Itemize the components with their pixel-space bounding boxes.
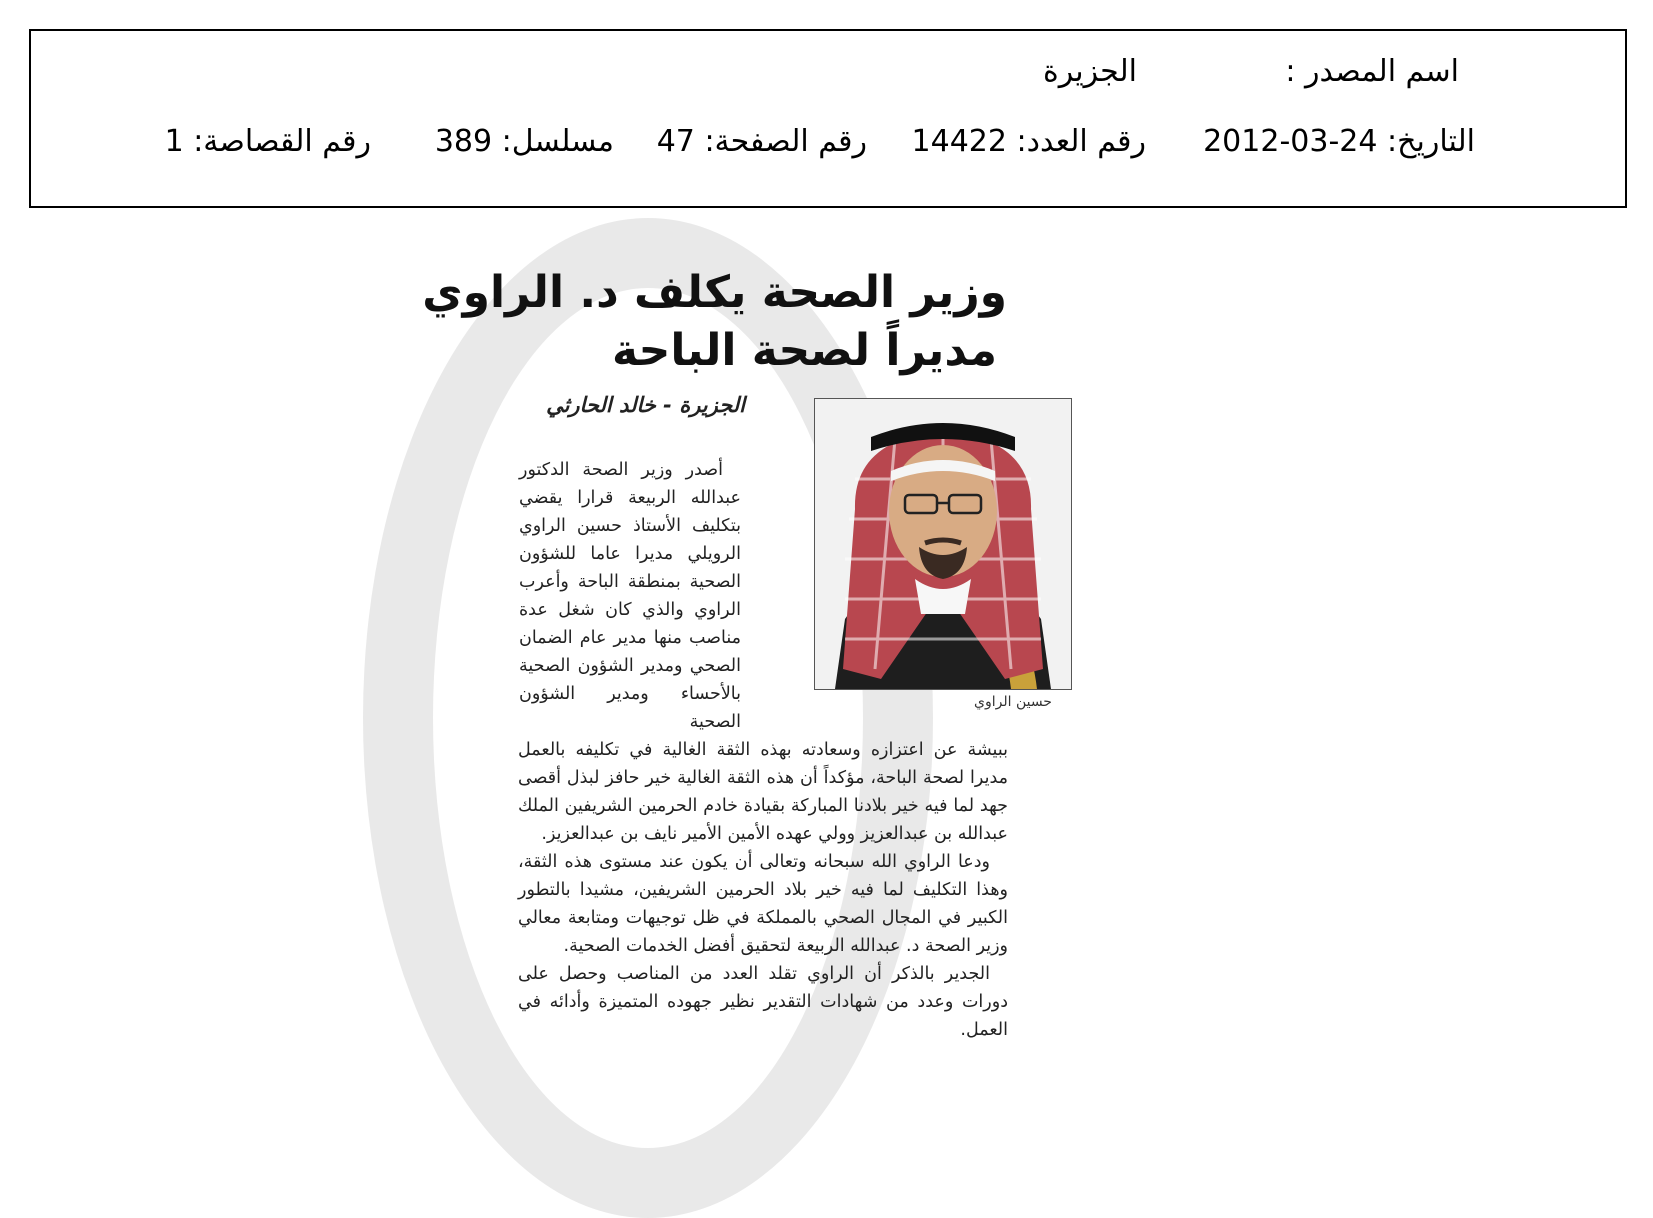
page-number-field: رقم الصفحة: 47 xyxy=(656,124,867,159)
headline-line-2: مديراً لصحة الباحة xyxy=(611,325,997,376)
body-paragraph-1: أصدر وزير الصحة الدكتور عبدالله الربيعة قرارا يقضي بتكليف الأستاذ حسين الراوي الرويلي مديرا عاما للشؤون الصحية بمنطقة الباحة وأعرب الراوي والذي كان شغل عدة مناصب منها مدير عام الضمان الصحي ومدير الشؤون الصحية بالأحساء ومدير الشؤون الصحية xyxy=(519,460,741,732)
portrait-photo xyxy=(814,398,1072,690)
clipping-info-box xyxy=(29,29,1627,208)
source-value: الجزيرة xyxy=(1042,54,1137,89)
clip-number-field: رقم القصاصة: 1 xyxy=(164,124,371,159)
newspaper-clipping xyxy=(422,238,1075,1060)
serial-field: مسلسل: 389 xyxy=(434,124,614,159)
article-body-wide-column xyxy=(518,736,1008,1044)
body-paragraph-2: ودعا الراوي الله سبحانه وتعالى أن يكون عند مستوى هذه الثقة، وهذا التكليف لما فيه خير بلاد الحرمين الشريفين، مشيدا بالتطور الكبير في المجال الصحي بالمملكة في ظل توجيهات ومتابعة معالي وزير الصحة د. عبدالله الربيعة لتحقيق أفضل الخدمات الصحية. xyxy=(518,852,1008,956)
body-paragraph-3: الجدير بالذكر أن الراوي تقلد العدد من المناصب وحصل على دورات وعدد من شهادات التقدير نظير جهوده المتميزة وأدائه في العمل. xyxy=(518,964,1008,1040)
date-field: التاريخ: 24-03-2012 xyxy=(1203,124,1475,159)
headline-line-1: وزير الصحة يكلف د. الراوي xyxy=(422,267,1007,318)
source-label: اسم المصدر : xyxy=(1285,54,1459,89)
photo-caption: حسين الراوي xyxy=(974,694,1052,710)
body-paragraph-1-continued: ببيشة عن اعتزازه وسعادته بهذه الثقة الغالية في تكليفه بالعمل مديرا لصحة الباحة، مؤكداً أن هذه الثقة الغالية خير حافز لبذل أقصى جهد لما فيه خير بلادنا المباركة بقيادة خادم الحرمين الشريفين الملك عبدالله بن عبدالعزيز وولي عهده الأمين الأمير نايف بن عبدالعزيز. xyxy=(518,740,1008,844)
issue-number-field: رقم العدد: 14422 xyxy=(911,124,1146,159)
article-body-narrow-column xyxy=(519,456,741,736)
byline: الجزيرة - خالد الحارثي xyxy=(546,393,745,417)
